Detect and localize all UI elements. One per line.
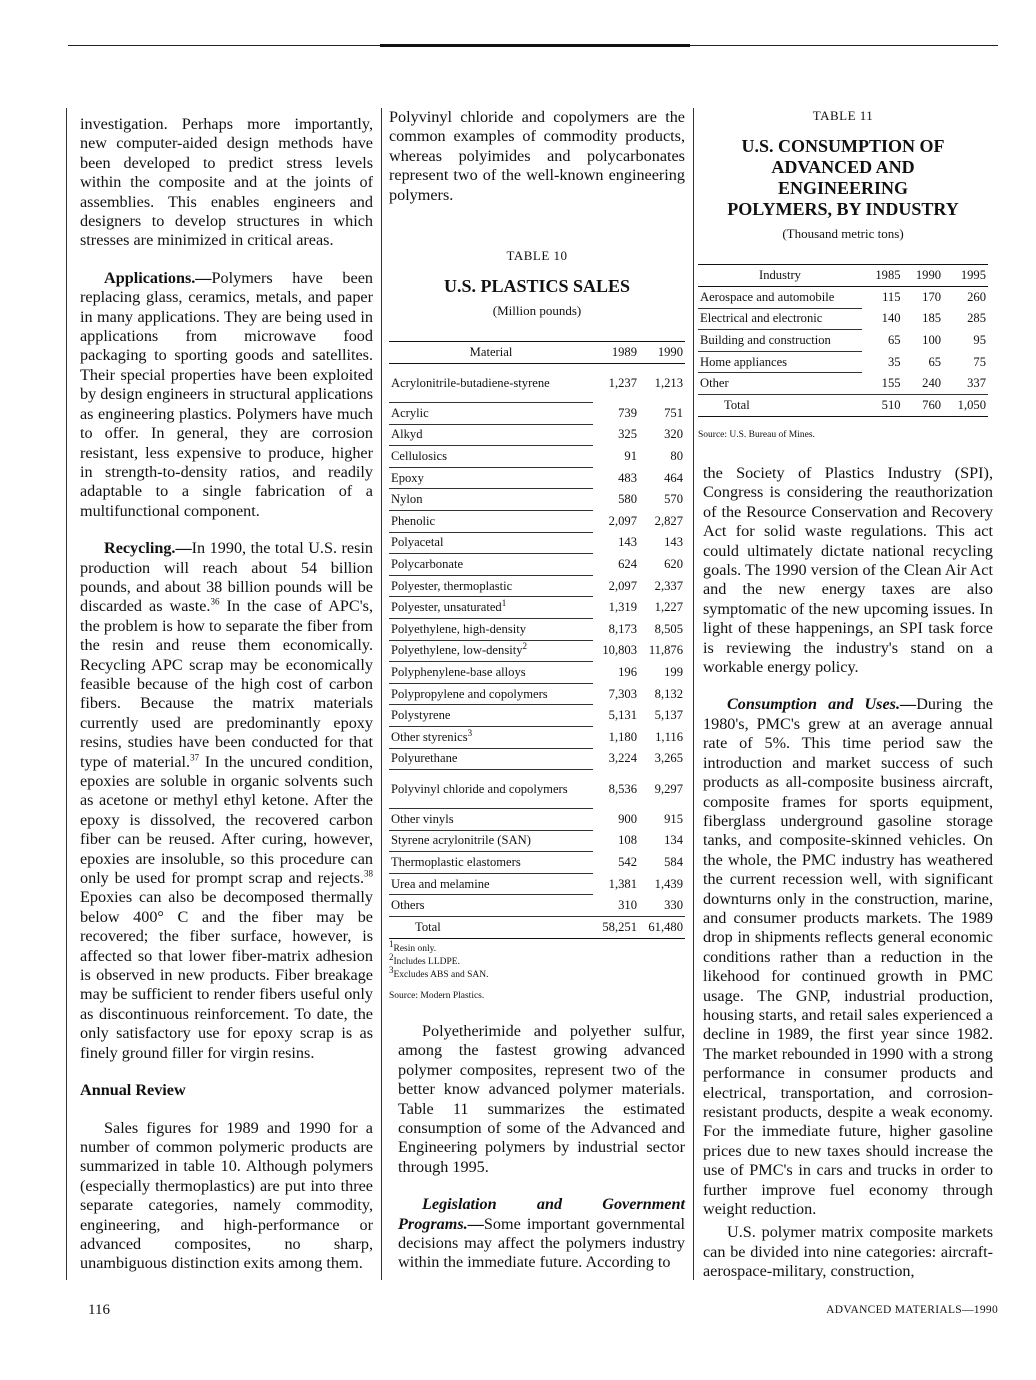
table-row: [389, 705, 685, 727]
column-3-body: [703, 464, 993, 1282]
table-10-title: U.S. PLASTICS SALES: [443, 276, 631, 296]
table-10-source: Source: Modern Plastics.: [389, 990, 485, 1001]
table-10-1989-cell: 10,803: [602, 643, 637, 658]
table-10-footnote: $^2$Includes LLDPE.: [389, 951, 460, 967]
column-1-paragraph-1: investigation. Perhaps more importantly, new computer-aided design methods have been developed to predict stress levels within the composite and at the joints of assemblies. This enables engineers and designers to develop structures in which stresses are minimized in critical areas.: [80, 115, 373, 250]
table-11-total-row: [698, 394, 988, 416]
table-row: [698, 308, 988, 330]
column-2-bottom: [398, 1022, 685, 1273]
table-10-material-cell: Polyurethane: [389, 748, 593, 770]
table-11-source: Source: U.S. Bureau of Mines.: [698, 429, 815, 440]
table-10-1989-cell: 483: [618, 470, 637, 485]
table-11-1985-cell: 65: [887, 332, 901, 347]
applications-paragraph: [80, 269, 373, 521]
table-row: [698, 351, 988, 373]
table-10-1990-cell: 134: [664, 833, 683, 848]
table-10-footnote: $^1$Resin only.: [389, 938, 437, 954]
table-10-material-cell: Urea and melamine: [389, 873, 593, 895]
table-10-header-1989: 1989: [593, 342, 639, 364]
table-10-caption: TABLE 10: [506, 248, 568, 263]
table-10-material-cell: Acrylonitrile-butadiene-styrene: [389, 364, 593, 403]
table-10-1990-cell: 8,505: [654, 621, 683, 636]
table-10-1989-cell: 5,131: [608, 708, 637, 723]
table-10-footnote: $^3$Excludes ABS and SAN.: [389, 964, 489, 980]
table-10-1990-cell: 2,827: [654, 513, 683, 528]
table-10-1989-cell: 624: [618, 556, 637, 571]
table-11-1995-cell: 260: [967, 290, 986, 305]
table-row: [389, 852, 685, 874]
table-10-material-cell: Styrene acrylonitrile (SAN): [389, 830, 593, 852]
table-10-1990-cell: 1,116: [655, 729, 683, 744]
table-10-material-cell: Polyethylene, high-density: [389, 618, 593, 640]
column-2-paragraph-1: Polyvinyl chloride and copolymers are the common examples of commodity products, whereas polyimides and polycarbonates represent two of the well-known engineering polymers.: [389, 108, 685, 204]
table-11-total-1990: 760: [903, 394, 944, 416]
table-10-1990-cell: 320: [664, 427, 683, 442]
table-11-industry-cell: Aerospace and automobile: [698, 287, 862, 309]
column-2-top: [389, 108, 685, 205]
table-10-material-cell: Polyacetal: [389, 532, 593, 554]
table-row: [389, 726, 685, 748]
table-10-1989-cell: 1,180: [608, 729, 637, 744]
table-10-total-label: Total: [389, 917, 593, 939]
table-10-material-cell: Thermoplastic elastomers: [389, 852, 593, 874]
table-10-1990-cell: 751: [664, 405, 683, 420]
table-row: [389, 467, 685, 489]
column-rule-1: [381, 108, 382, 1280]
table-11-1990-cell: 185: [922, 311, 942, 326]
table-10-1989-cell: 2,097: [608, 513, 637, 528]
column-3-paragraph-1: the Society of Plastics Industry (SPI), Congress is considering the reauthorization of the Resource Conservation and Recovery Act for solid waste regulations. This act could ultimately dictate national recycling goals. The 1990 version of the Clean Air Act and the new energy taxes are also symptomatic of the new upcoming issues. In light of these happenings, an SPI task force is reviewing the industry's stand on a workable energy policy.: [703, 464, 993, 677]
table-row: [389, 575, 685, 597]
table-11-header-1995: 1995: [943, 265, 988, 287]
annual-review-heading: Annual Review: [80, 1081, 186, 1100]
table-row: [389, 683, 685, 705]
table-10-material-cell: Polyester, unsaturated$^1$: [389, 597, 593, 619]
table-10-material-cell: Cellulosics: [389, 446, 593, 468]
table-row: [389, 532, 685, 554]
table-10-1989-cell: 196: [618, 664, 637, 679]
recycling-text-4: Epoxies can also be decomposed thermally below 400° C and the fiber may be recovered; the fiber surface, however, is affected so that lower fiber-matrix adhesion is observed in new products. Fiber breakage may be sufficient to render fibers useful only as discontinuous reinforcement. To date, the only satisfactory use for epoxy scrap is as finely ground filler for virgin resins.: [80, 888, 373, 1062]
table-row: [389, 489, 685, 511]
table-11-caption: TABLE 11: [812, 108, 874, 123]
table-10-1990-cell: 2,337: [654, 578, 683, 593]
table-row: [389, 662, 685, 684]
table-11-1990-cell: 100: [922, 332, 942, 347]
table-10-subtitle: (Million pounds): [492, 303, 582, 318]
table-row: [698, 287, 988, 309]
table-10-material-cell: Polyphenylene-base alloys: [389, 662, 593, 684]
table-11-header-industry: Industry: [698, 265, 862, 287]
table-row: [389, 510, 685, 532]
table-11-industry-cell: Electrical and electronic: [698, 308, 862, 330]
applications-heading: Applications.—: [104, 268, 212, 287]
table-10-grid: [389, 341, 685, 939]
table-11-industry-cell: Other: [698, 373, 862, 395]
table-11-header-1990: 1990: [903, 265, 944, 287]
table-10-material-cell: Polyester, thermoplastic: [389, 575, 593, 597]
table-row: [389, 597, 685, 619]
recycling-heading: Recycling.—: [104, 539, 192, 558]
table-10-1989-cell: 2,097: [608, 578, 637, 593]
table-row: [698, 373, 988, 395]
running-title: ADVANCED MATERIALS—1990: [826, 1304, 998, 1316]
table-10-1990-cell: 464: [664, 470, 683, 485]
table-11-1985-cell: 115: [882, 290, 901, 305]
table-10-1989-cell: 325: [618, 427, 637, 442]
table-10-material-cell: Other styrenics$^3$: [389, 726, 593, 748]
table-10-material-cell: Polyvinyl chloride and copolymers: [389, 770, 593, 809]
table-10-1989-cell: 8,173: [608, 621, 637, 636]
column-2-paragraph-2: Polyetherimide and polyether sulfur, among the fastest growing advanced polymer composites, represent two of the better know advanced polymer materials. Table 11 summarizes the estimated consumption of some of the Advanced and Engineering polymers by industrial sector through 1995.: [398, 1022, 685, 1176]
table-10-material-cell: Epoxy: [389, 467, 593, 489]
table-11-1995-cell: 75: [973, 354, 986, 369]
table-10-1990-cell: 1,439: [654, 876, 683, 891]
table-10-1990-cell: 9,297: [654, 781, 683, 796]
table-11-1990-cell: 170: [922, 290, 942, 305]
table-row: [389, 403, 685, 425]
table-10-1989-cell: 900: [618, 811, 637, 826]
consumption-text: During the 1980's, PMC's grew at an average annual rate of 5%. This time period saw the introduction and market success of such products as all-composite business aircraft, composite frames for sports equipment, fiberglass underground gasoline storage tanks, and composite-skinned vehicles. On the whole, the PMC industry has weathered the current recession well, with significant downturns only in the construction, marine, and consumer products markets. The 1989 drop in shipments reflects general economic conditions rather than a reduction in the likehood for continued growth in PMC usage. The GNP, industrial production, housing starts, and retail sales experienced a decline in 1989, the first year since 1982. The market rebounded in 1990 with a strong performance in consumer products and electrical, transportation, and corrosion-resistant products, despite a weak economy. For the immediate future, higher gasoline prices due to new taxes should increase the use of PMC's in cars and trucks in order to further improve fuel economy through weight reduction.: [703, 695, 993, 1219]
table-10-1989-cell: 91: [624, 448, 637, 463]
table-11-total-label: Total: [698, 394, 862, 416]
table-10-1990-cell: 11,876: [648, 643, 683, 658]
table-10-material-cell: Polyethylene, low-density$^2$: [389, 640, 593, 662]
table-11-1995-cell: 285: [967, 311, 986, 326]
reference-38: 38: [364, 868, 373, 879]
table-10-1989-cell: 1,319: [608, 600, 637, 615]
table-11-industry-cell: Building and construction: [698, 330, 862, 352]
table-10-footnotes: [389, 938, 685, 1003]
table-10-1989-cell: 580: [618, 492, 637, 507]
table-11-total-1985: 510: [862, 394, 903, 416]
table-10-1990-cell: 330: [664, 898, 683, 913]
table-row: [389, 770, 685, 809]
table-row: [389, 446, 685, 468]
table-10-1989-cell: 7,303: [608, 686, 637, 701]
table-row: [389, 364, 685, 403]
table-row: [389, 554, 685, 576]
table-10-1990-cell: 5,137: [654, 708, 683, 723]
consumption-heading: Consumption and Uses.—: [727, 695, 917, 714]
table-10-1990-cell: 584: [664, 855, 683, 870]
table-row: [389, 640, 685, 662]
table-10-1990-cell: 1,227: [654, 600, 683, 615]
consumption-paragraph: [703, 695, 993, 1219]
table-row: [389, 895, 685, 917]
table-10-material-cell: Phenolic: [389, 510, 593, 532]
table-10-total-row: [389, 917, 685, 939]
applications-text: Polymers have been replacing glass, ceramics, metals, and paper in many applications. They are being used in applications from microwave food packaging to sporting goods and satellites. Their special properties have been exploited by design engineers in structural applications as engineering plastics. Polymers have much to offer. In general, they are corrosion resistant, less expensive to produce, higher in strength-to-density ratios, and readily adaptable to a single fabrication of a multifunctional component.: [80, 268, 373, 520]
table-11-1995-cell: 337: [967, 375, 986, 390]
top-rule-accent: [380, 44, 690, 47]
table-11-subtitle: (Thousand metric tons): [782, 226, 904, 241]
table-10-1989-cell: 1,237: [608, 375, 637, 390]
column-rule-left: [66, 108, 67, 1280]
table-10-1990-cell: 1,213: [654, 375, 683, 390]
table-row: [389, 618, 685, 640]
table-10-1989-cell: 1,381: [608, 876, 637, 891]
legislation-heading: Legislation and Government Programs.—: [398, 1195, 685, 1233]
table-10-1989-cell: 143: [618, 535, 637, 550]
table-10-1990-cell: 8,132: [654, 686, 683, 701]
table-11-industry-cell: Home appliances: [698, 351, 862, 373]
table-10-1989-cell: 542: [618, 855, 637, 870]
recycling-text-1: In 1990, the total U.S. resin production will reach about 54 billion pounds, and about 38 billion pounds will be discarded as waste.: [80, 539, 373, 616]
table-11: [698, 108, 988, 442]
table-11-1985-cell: 35: [887, 354, 901, 369]
page-number: 116: [88, 1302, 110, 1318]
table-11-1985-cell: 155: [881, 375, 901, 390]
table-10-1989-cell: 8,536: [608, 781, 637, 796]
table-10-material-cell: Nylon: [389, 489, 593, 511]
table-row: [389, 809, 685, 831]
recycling-text-2: In the case of APC's, the problem is how to separate the fiber from the resin and reuse them economically. Recycling APC scrap may be economically feasible because of the high cost of carbon fibers. Because the matrix materials currently used are predominantly epoxy resins, studies have been conducted for that type of material.: [80, 597, 373, 771]
table-row: [698, 330, 988, 352]
reference-37: 37: [190, 752, 200, 763]
legislation-text: Some important governmental decisions may affect the polymers industry within the immediate future. According to: [398, 1214, 685, 1272]
table-10-material-cell: Other vinyls: [389, 809, 593, 831]
reference-36: 36: [210, 596, 220, 607]
table-11-1985-cell: 140: [881, 311, 901, 326]
legislation-paragraph: [398, 1195, 685, 1273]
recycling-text-3: In the uncured condition, epoxies are soluble in organic solvents such as acetone or methyl ethyl ketone. After the epoxy is dissolved, the recovered carbon fiber can be reused. After curing, however, epoxies are insoluble, so this procedure can only be used for prompt scrap and rejects.: [80, 752, 373, 888]
table-10-1990-cell: 80: [670, 448, 683, 463]
table-10-1989-cell: 3,224: [608, 751, 637, 766]
table-11-header-1985: 1985: [862, 265, 903, 287]
table-11-1990-cell: 240: [922, 375, 942, 390]
table-11-1990-cell: 65: [928, 354, 942, 369]
table-10-1990-cell: 570: [664, 492, 683, 507]
table-10-material-cell: Others: [389, 895, 593, 917]
table-10-total-1990: 61,480: [639, 917, 685, 939]
table-10-material-cell: Polypropylene and copolymers: [389, 683, 593, 705]
recycling-paragraph: [80, 539, 373, 1063]
column-3-paragraph-last: U.S. polymer matrix composite markets can be divided into nine categories: aircraft-aerospace-military, construction,: [703, 1223, 993, 1281]
annual-review-paragraph: Sales figures for 1989 and 1990 for a number of common polymeric products are summarized in table 10. Although polymers (especially thermoplastics) are put into three separate categories, namely commodity, engineering, and high-performance or advanced composites, no sharp, unambiguous distinction exits among them.: [80, 1118, 373, 1273]
table-10-1990-cell: 915: [664, 811, 683, 826]
table-11-title: U.S. CONSUMPTION OF ADVANCED AND ENGINEERING POLYMERS, BY INDUSTRY: [727, 136, 959, 219]
table-11-total-1995: 1,050: [943, 394, 988, 416]
table-10-1990-cell: 620: [664, 556, 683, 571]
table-row: [389, 424, 685, 446]
table-10-material-cell: Polycarbonate: [389, 554, 593, 576]
table-10-1989-cell: 739: [618, 405, 637, 420]
table-10-1990-cell: 199: [664, 664, 683, 679]
table-row: [389, 748, 685, 770]
table-10-1990-cell: 143: [664, 535, 683, 550]
table-10-header-material: Material: [389, 342, 593, 364]
table-10-1989-cell: 310: [618, 898, 637, 913]
column-1: [80, 115, 373, 1274]
table-10: [389, 248, 685, 1003]
table-10-total-1989: 58,251: [593, 917, 639, 939]
table-row: [389, 830, 685, 852]
table-10-header-1990: 1990: [639, 342, 685, 364]
table-10-material-cell: Polystyrene: [389, 705, 593, 727]
table-10-1990-cell: 3,265: [654, 751, 683, 766]
table-11-1995-cell: 95: [973, 332, 986, 347]
table-10-material-cell: Alkyd: [389, 424, 593, 446]
table-11-grid: [698, 264, 988, 417]
table-10-1989-cell: 108: [618, 833, 637, 848]
table-row: [389, 873, 685, 895]
column-rule-2: [693, 108, 694, 1280]
table-10-material-cell: Acrylic: [389, 403, 593, 425]
